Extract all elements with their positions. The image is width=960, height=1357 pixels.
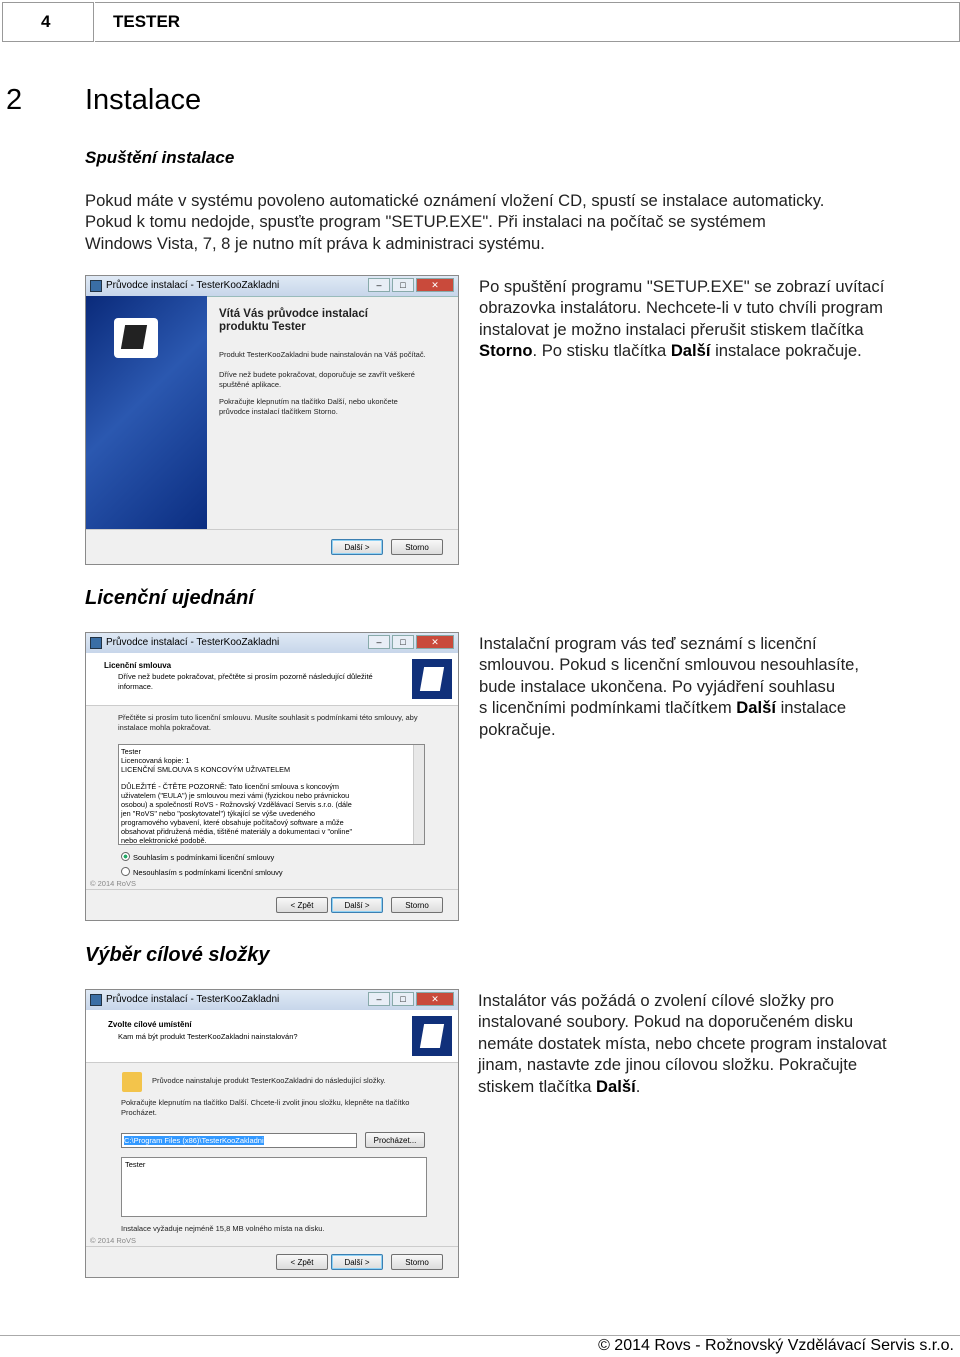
desc-line: Instalátor vás požádá o zvolení cílové složky pro: [478, 991, 835, 1010]
disagree-label: Nesouhlasím s podmínkami licenční smlouvy: [133, 868, 283, 877]
cancel-button[interactable]: Storno: [391, 1254, 443, 1270]
back-button[interactable]: < Zpět: [276, 897, 328, 913]
app-icon: [90, 994, 102, 1006]
desc-line: instalovat je možno instalaci přerušit stiskem tlačítka: [479, 319, 864, 339]
space-requirement: Instalace vyžaduje nejméně 15,8 MB volného místa na disku.: [121, 1224, 325, 1233]
license-dialog-screenshot: [85, 632, 459, 921]
install-path-input[interactable]: [121, 1133, 357, 1148]
desc-line: [479, 697, 954, 718]
minimize-icon[interactable]: –: [368, 992, 390, 1006]
section-heading-license: Licenční ujednání: [85, 587, 254, 609]
dialog-titlebar: [86, 633, 458, 654]
window-controls: [368, 635, 454, 649]
dialog-titlebar: [86, 276, 458, 297]
target-dialog-screenshot: [85, 989, 459, 1278]
chapter-title: Instalace: [85, 84, 202, 116]
dalsi-term: Další: [670, 341, 711, 361]
next-button[interactable]: Další >: [331, 1254, 383, 1270]
section-heading-target: Výběr cílové složky: [85, 944, 270, 966]
desc-line: obrazovka instalátoru. Nechcete-li v tuto chvíli program: [479, 298, 883, 318]
desc-fragment: .: [635, 1076, 641, 1096]
disagree-radio[interactable]: [121, 867, 283, 877]
license-text-box[interactable]: [118, 744, 425, 845]
window-controls: [368, 992, 454, 1006]
license-line: LICENČNÍ SMLOUVA S KONCOVÝM UŽIVATELEM: [121, 765, 291, 774]
cancel-button[interactable]: Storno: [391, 897, 443, 913]
license-line: Tester: [121, 747, 141, 756]
desc-line: nemáte dostatek místa, nebo chcete program instalovat: [478, 1033, 887, 1053]
page-footer: © 2014 Rovs - Rožnovský Vzdělávací Servis s.r.o.: [598, 1337, 954, 1354]
minimize-icon[interactable]: –: [368, 635, 390, 649]
target-text-2: Pokračujte klepnutím na tlačítko Další. Chcete-li zvolit jinou složku, klepněte na tlačítko Procházet.: [121, 1098, 410, 1117]
installer-logo: [412, 659, 452, 699]
next-button[interactable]: Další >: [331, 539, 383, 555]
footer-divider: [0, 1335, 960, 1336]
desc-line: instalované soubory. Pokud na doporučeném disku: [478, 1012, 854, 1032]
folder-icon: [122, 1072, 142, 1092]
welcome-heading: Vítá Vás průvodce instalací produktu Tester: [219, 308, 368, 333]
dialog-title: Průvodce instalací - TesterKooZakladni: [106, 280, 280, 291]
installer-logo: [114, 318, 158, 358]
dialog-copyright: © 2014 RoVS: [90, 1236, 136, 1245]
maximize-icon[interactable]: □: [392, 635, 414, 649]
desc-line: [478, 1076, 956, 1097]
welcome-dialog-screenshot: [85, 275, 459, 565]
wizard-step-title: Licenční smlouva: [104, 661, 172, 670]
wizard-step-title: Zvolte cílové umístění: [108, 1020, 192, 1029]
close-icon[interactable]: ✕: [416, 635, 454, 649]
desc-fragment: instalace pokračuje.: [710, 341, 862, 361]
license-line: DŮLEŽITÉ - ČTĚTE POZORNĚ: Tato licenční smlouva s koncovým uživatelem ("EULA") je smlouvou mezi vámi (fyzickou nebo právnickou osobou) a společností RoVS - Rožnovský Vzdělávací Servis s.r.o. (dále jen "RoVS" nebo "poskytovatel") týkající se výše uvedeného programového vybavení, které obsahuje počítačový software a může obsahovat přidružená média, tištěné materiály a dokumentaci v "online" nebo elektronické podobě.: [121, 782, 353, 845]
license-description: [479, 633, 954, 740]
next-button[interactable]: Další >: [331, 897, 383, 913]
section-heading-start: Spuštění instalace: [85, 148, 235, 167]
radio-selected-icon: [121, 852, 130, 861]
app-icon: [90, 280, 102, 292]
license-line: Licencovaná kopie: 1: [121, 756, 190, 765]
dialog-title: Průvodce instalací - TesterKooZakladni: [106, 637, 280, 648]
dialog-button-bar: [86, 529, 458, 564]
desc-fragment: . Po stisku tlačítka: [532, 341, 671, 361]
target-description: [478, 990, 956, 1097]
agree-label: Souhlasím s podmínkami licenční smlouvy: [133, 853, 275, 862]
minimize-icon[interactable]: –: [368, 278, 390, 292]
dialog-button-bar: [86, 1246, 458, 1277]
target-text-1: Průvodce nainstaluje produkt TesterKooZakladni do následující složky.: [152, 1076, 386, 1085]
dialog-title: Průvodce instalací - TesterKooZakladni: [106, 994, 280, 1005]
intro-line: Pokud máte v systému povoleno automatické oznámení vložení CD, spustí se instalace automaticky.: [85, 191, 825, 210]
welcome-description: [479, 276, 954, 362]
wizard-step-subtitle: Dříve než budete pokračovat, přečtěte si prosím pozorně následující důležité informace.: [118, 672, 373, 691]
desc-fragment: instalace: [775, 698, 847, 718]
intro-paragraph: [85, 190, 955, 254]
desc-line: [479, 340, 954, 361]
wizard-header: [86, 653, 458, 706]
close-icon[interactable]: ✕: [416, 278, 454, 292]
app-icon: [90, 637, 102, 649]
window-controls: [368, 278, 454, 292]
desc-line: Instalační program vás teď seznámí s licenční: [479, 634, 817, 653]
wizard-step-subtitle: Kam má být produkt TesterKooZakladni nainstalován?: [118, 1032, 298, 1041]
desc-line: smlouvou. Pokud s licenční smlouvou nesouhlasíte,: [479, 655, 860, 675]
intro-line: Pokud k tomu nedojde, spusťte program "SETUP.EXE". Při instalaci na počítač se systémem: [85, 212, 766, 232]
desc-line: bude instalace ukončena. Po vyjádření souhlasu: [479, 676, 836, 696]
radio-unselected-icon: [121, 867, 130, 876]
agree-radio[interactable]: [121, 852, 274, 862]
license-scrollbar[interactable]: [413, 745, 424, 844]
wizard-header: [86, 1010, 458, 1063]
dialog-titlebar: [86, 990, 458, 1011]
welcome-text-3: Pokračujte klepnutím na tlačítko Další, nebo ukončete průvodce instalací tlačítkem Storno.: [219, 397, 398, 416]
welcome-text-2: Dříve než budete pokračovat, doporučuje se zavřít veškeré spuštěné aplikace.: [219, 370, 415, 389]
cancel-button[interactable]: Storno: [391, 539, 443, 555]
desc-line: Po spuštění programu "SETUP.EXE" se zobrazí uvítací: [479, 277, 885, 296]
intro-line: Windows Vista, 7, 8 je nutno mít práva k administraci systému.: [85, 233, 545, 253]
storno-term: Storno: [479, 341, 533, 361]
chapter-number: 2: [6, 84, 23, 116]
running-title: TESTER: [95, 2, 960, 42]
close-icon[interactable]: ✕: [416, 992, 454, 1006]
back-button[interactable]: < Zpět: [276, 1254, 328, 1270]
dialog-copyright: © 2014 RoVS: [90, 879, 136, 888]
desc-line: pokračuje.: [479, 719, 556, 739]
maximize-icon[interactable]: □: [392, 278, 414, 292]
browse-button[interactable]: Procházet...: [365, 1132, 425, 1148]
program-group-list[interactable]: [121, 1157, 427, 1217]
dialog-button-bar: [86, 889, 458, 920]
welcome-text-1: Produkt TesterKooZakladni bude nainstalován na Váš počítač.: [219, 350, 426, 359]
list-item[interactable]: Tester: [125, 1160, 146, 1169]
wizard-side-banner: [86, 296, 207, 530]
desc-line: jinam, nastavte zde jinou cílovou složku. Pokračujte: [478, 1055, 858, 1075]
dalsi-term: Další: [736, 698, 776, 718]
desc-fragment: s licenčními podmínkami tlačítkem: [479, 698, 737, 718]
installer-logo: [412, 1016, 452, 1056]
install-path-value: C:\Program Files (x86)\TesterKooZakladni: [124, 1136, 264, 1145]
dalsi-term: Další: [596, 1076, 636, 1096]
page-header: [0, 0, 960, 44]
license-instruction: Přečtěte si prosím tuto licenční smlouvu. Musíte souhlasit s podmínkami této smlouvy, aby instalace mohla pokračovat.: [118, 713, 418, 732]
desc-fragment: stiskem tlačítka: [478, 1076, 597, 1096]
page-number: 4: [2, 2, 94, 42]
maximize-icon[interactable]: □: [392, 992, 414, 1006]
